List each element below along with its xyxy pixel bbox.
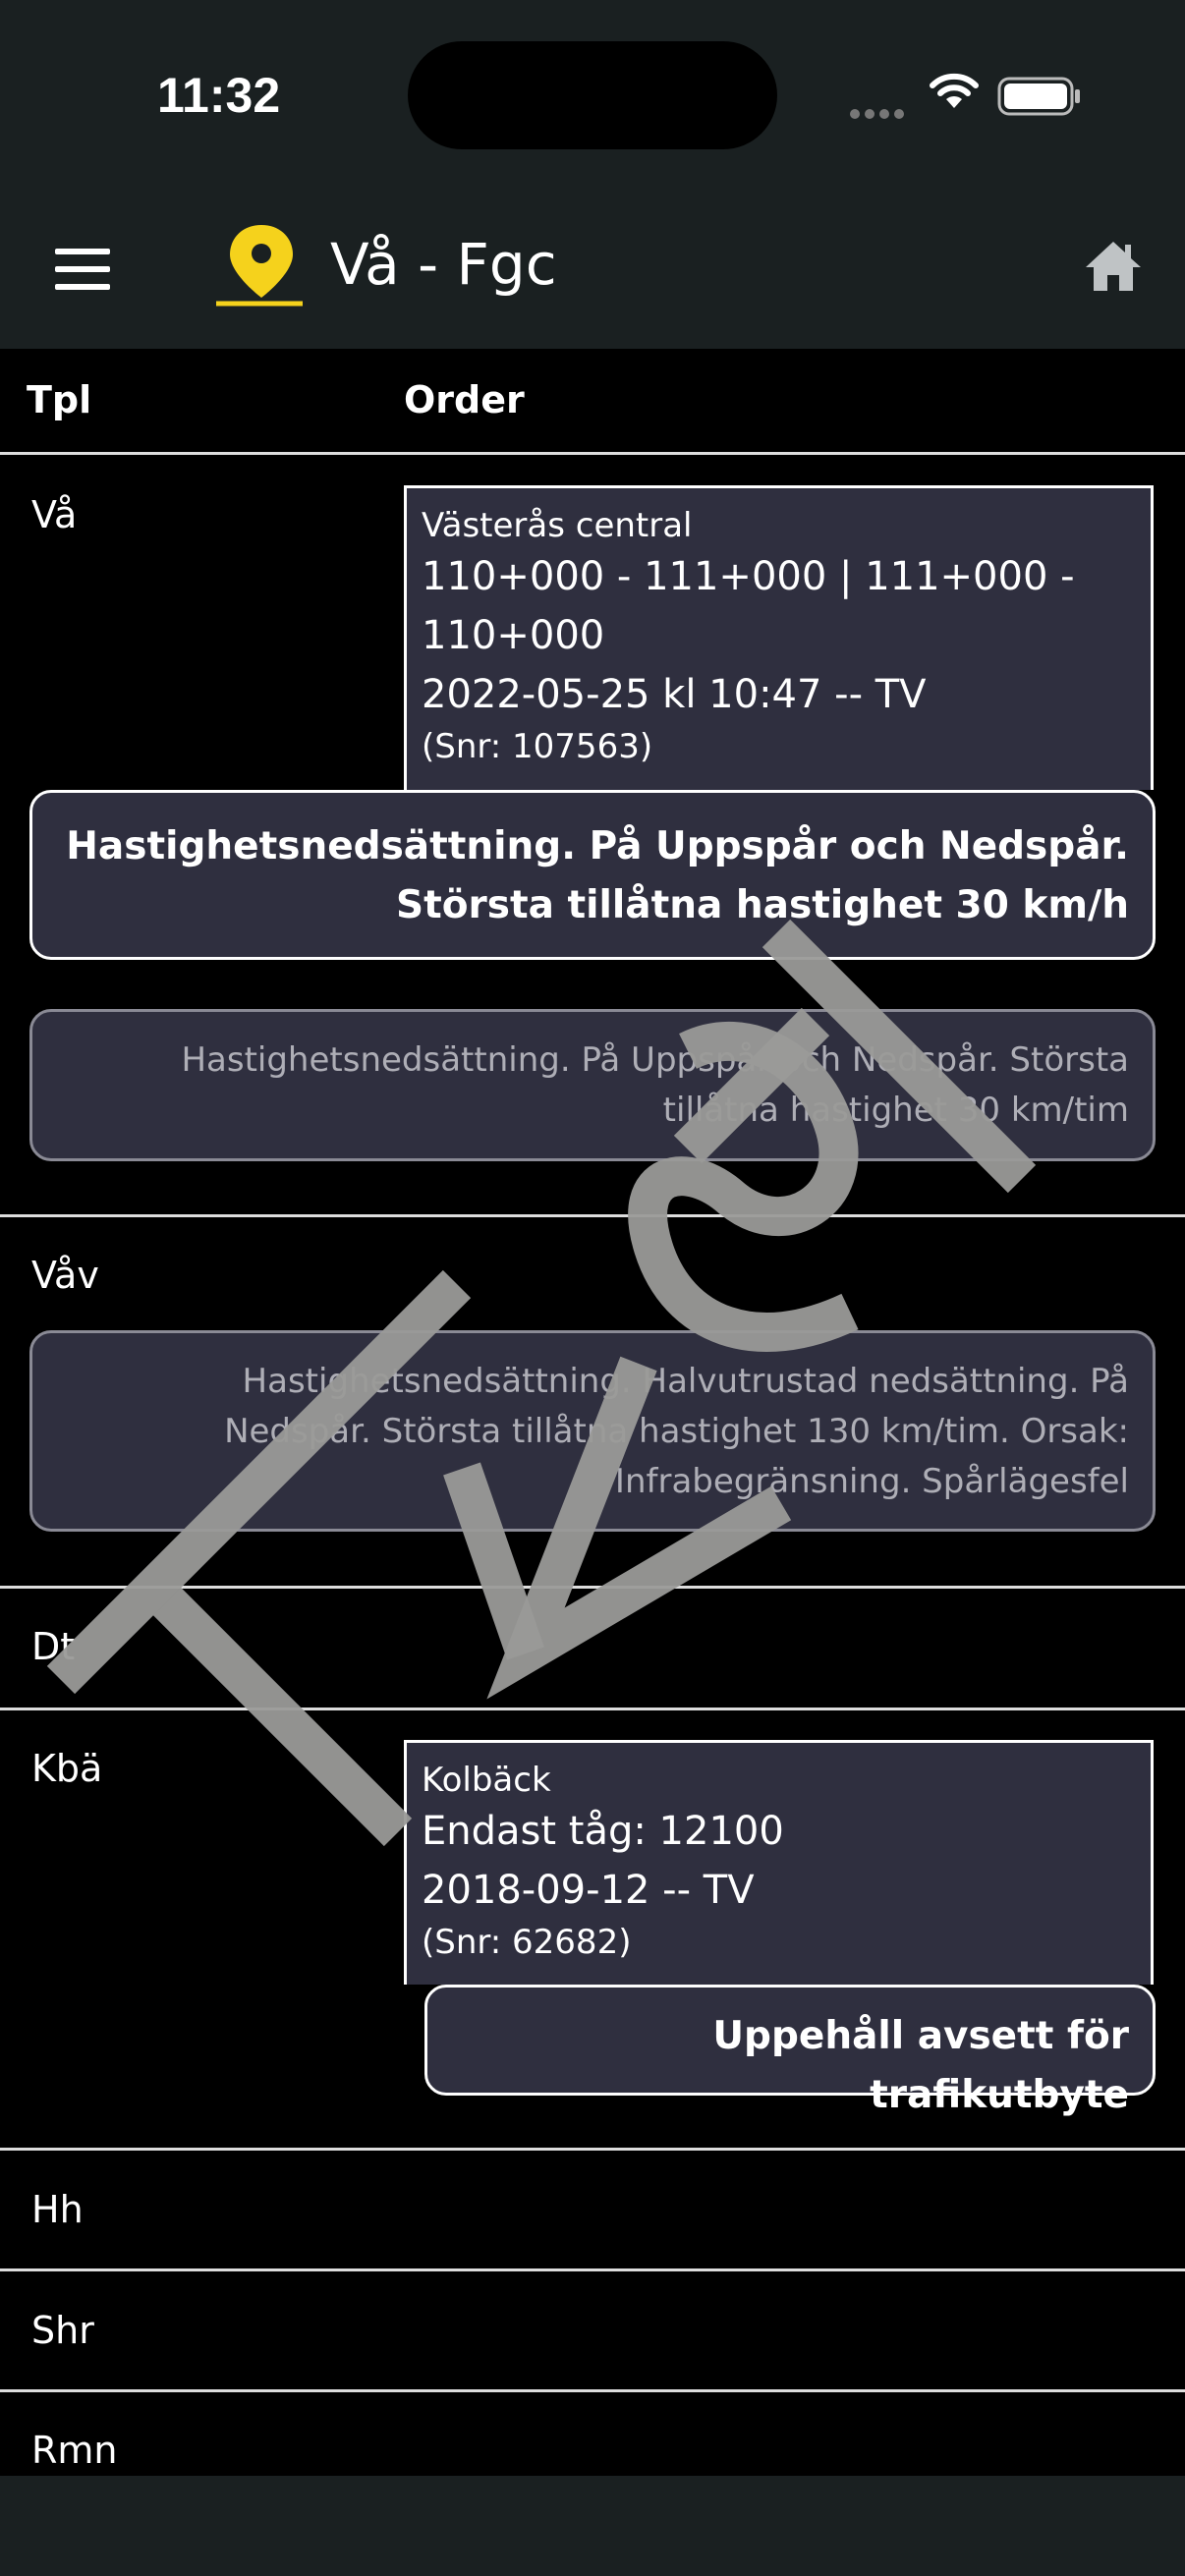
app-bar [0, 192, 1185, 349]
restriction-note-text: Hastighetsnedsättning. Halvutrustad nedsättning. På [242, 1362, 1129, 1401]
order-place: Västerås central [422, 506, 693, 545]
order-place: Kolbäck [422, 1761, 551, 1800]
order-snr: (Snr: 107563) [422, 727, 653, 766]
restriction-text: Uppehåll avsett för trafikutbyte [712, 2014, 1129, 2117]
row-divider [0, 2389, 1185, 2392]
cellular-signal-icon [850, 104, 909, 123]
order-snr: (Snr: 62682) [422, 1923, 632, 1962]
row-divider [0, 2268, 1185, 2271]
row-tpl-shr: Shr [31, 2309, 94, 2352]
location-pin-icon [214, 221, 309, 309]
row-divider [0, 1214, 1185, 1217]
order-line: 110+000 [422, 613, 605, 658]
order-card[interactable] [404, 485, 1154, 790]
order-line: Endast tåg: 12100 [422, 1809, 784, 1854]
restriction-note-text: Nedspår. Största tillåtna hastighet 130 km/tim. Orsak: [224, 1412, 1129, 1451]
order-line: 110+000 - 111+000 | 111+000 - [422, 554, 1075, 599]
row-tpl-hh: Hh [31, 2188, 84, 2231]
row-divider [0, 1708, 1185, 1710]
battery-icon [997, 77, 1082, 116]
row-tpl-vav: Våv [31, 1254, 99, 1297]
menu-icon[interactable] [55, 249, 110, 290]
row-divider [0, 2148, 1185, 2151]
restriction-note[interactable] [29, 1330, 1156, 1532]
order-card[interactable] [404, 1740, 1154, 1985]
table-header [0, 349, 1185, 455]
restriction-text: Hastighetsnedsättning. På Uppspår och Nedspår. [66, 824, 1129, 868]
order-line: 2022-05-25 kl 10:47 -- TV [422, 672, 927, 717]
order-line: 2018-09-12 -- TV [422, 1868, 755, 1913]
restriction-note-text: Infrabegränsning. Spårlägesfel [614, 1462, 1129, 1501]
restriction-bubble[interactable] [424, 1985, 1156, 2117]
bottom-bar [0, 2476, 1185, 2576]
column-header-tpl: Tpl [27, 378, 92, 421]
restriction-note-text: tillåtna hastighet 30 km/tim [662, 1091, 1129, 1130]
status-bar [0, 0, 1185, 192]
row-tpl-rmn: Rmn [31, 2429, 118, 2472]
row-tpl-dt: Dt [31, 1625, 76, 1668]
row-divider [0, 1586, 1185, 1589]
row-tpl-va: Vå [31, 493, 78, 536]
home-icon[interactable] [1083, 239, 1144, 294]
restriction-bubble[interactable] [29, 790, 1156, 960]
dynamic-island [408, 41, 777, 149]
restriction-note[interactable] [29, 1009, 1156, 1161]
column-header-order: Order [404, 378, 525, 421]
restriction-note-text: Hastighetsnedsättning. På Uppspår och Nedspår. Största [181, 1040, 1129, 1080]
row-tpl-kba: Kbä [31, 1747, 103, 1790]
wifi-icon [928, 73, 981, 112]
status-time: 11:32 [157, 68, 281, 123]
page-title: Vå - Fgc [330, 231, 557, 298]
restriction-text: Största tillåtna hastighet 30 km/h [396, 883, 1129, 927]
